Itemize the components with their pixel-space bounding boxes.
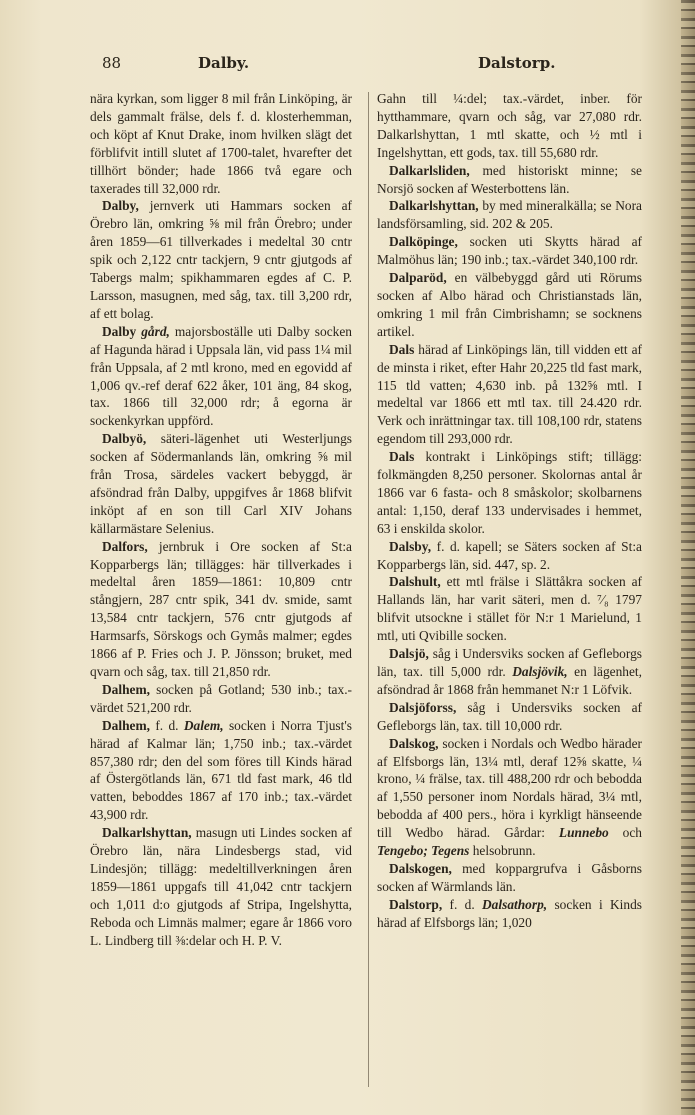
entry-text: jernverk uti Hammars socken af Örebro län, omkring ⅝ mil från Örebro; under åren 1859—61 tillverkades i medeltal 30 cntr spik och 2,122 cntr tackjern, 9 cntr gjutgods af Tabergs malm; spikhammaren egdes af C. P. Larsson, masugnen, med såg, tax. till 3,200 rdr, af ett bolag. (90, 198, 352, 321)
entry-text: såg i Undersviks socken af Gefleborgs län, tax. till 10,000 rdr. (377, 699, 642, 733)
entry-headword: Dalskogen, (389, 860, 452, 876)
entry-text: kontrakt i Linköpings stift; tillägg: folkmängden 8,250 personer. Skolornas antal år 1866 var 6 fasta- och 8 småskolor; skolbarnens antal: 1,150, deraf 133 undervisades i hemmet, 63 i enskilda skolor. (377, 449, 642, 536)
dictionary-entry (377, 860, 642, 896)
entry-text: med koppargrufva i Gåsborns socken af Wärmlands län. (377, 860, 642, 894)
left-text-column (90, 90, 352, 950)
entry-text: säteri-lägenhet uti Westerljungs socken af Södermanlands län, omkring ⅝ mil från Trosa, särdeles vackert bebyggd, är afsöndrad från Dalby, uppgifves år 1868 blifvit inköpt af en son till Carl XIV Johans källarmästare Selenius. (90, 431, 352, 536)
entry-headword: Dalsjö, (389, 646, 429, 662)
entry-text: en lägenhet, afsöndrad år 1868 från hemmanet N:r 1 Löfvik. (377, 664, 642, 697)
column-divider (368, 92, 369, 1087)
dictionary-entry (90, 681, 352, 717)
entry-headword: Dalsjöforss, (389, 699, 457, 715)
dictionary-entry (90, 717, 352, 824)
dictionary-entry (377, 269, 642, 341)
entry-headword: Dalskog, (389, 735, 439, 751)
dictionary-entry (90, 430, 352, 537)
entry-headword: Dals (389, 449, 415, 465)
dictionary-entry (90, 323, 352, 430)
entry-italic-name: Tengebo; Tegens (377, 843, 470, 859)
entry-text: Gahn till ¼:del; tax.-värdet, inber. för hytthammare, qvarn och såg, var 27,080 rdr. Dalkarlshyttan, 1 mtl skatte, och ½ mtl i Ingelshyttan, ett gods, tax. till 55,680 rdr. (377, 91, 642, 160)
entry-text: socken uti Skytts härad af Malmöhus län; 190 inb.; tax.-värdet 340,100 rdr. (377, 234, 642, 268)
entry-headword: Dalsby, (389, 538, 432, 554)
left-running-title: Dalby. (198, 54, 250, 72)
entry-headword: Dalfors, (102, 538, 148, 554)
dictionary-entry (377, 90, 642, 162)
entry-text: med historiskt minne; se Norsjö socken af Westerbottens län. (377, 162, 642, 196)
entry-headword: Dalparöd, (389, 270, 447, 286)
dictionary-entry (377, 162, 642, 198)
entry-text: f. d. (442, 896, 483, 912)
entry-headword: Dalby, (102, 198, 139, 214)
page-edge-shadow (681, 0, 695, 1115)
entry-text: f. d. kapell; se Säters socken af St:a Kopparbergs län, sid. 447, sp. 2. (377, 538, 642, 572)
entry-text: by med mineralkälla; se Nora landsförsamling, sid. 202 & 205. (377, 198, 642, 232)
entry-headword: Dalkarlshyttan, (389, 198, 479, 214)
dictionary-entry (377, 699, 642, 735)
entry-text: majorsboställe uti Dalby socken af Hagunda härad i Uppsala län, vid pass 1¼ mil från Uppsala, af 2 mtl krono, med en egovidd af 1,006 qv.-ref deraf 622 åker, 101 äng, 84 skog, tax. 1866 till 32,000 rdr; å egorna är sockenkyrkan uppförd. (90, 323, 352, 429)
dictionary-entry (90, 538, 352, 681)
entry-italic-name: Dalem, (183, 717, 224, 733)
entry-text: såg i Undersviks socken af Gefleborgs län, tax. till 5,000 rdr. (377, 646, 642, 679)
entry-text: ett mtl frälse i Slättåkra socken af Hallands län, har varit säteri, men d. ⁷⁄₈ 1797 blifvit utsockne i stället för N:r 1 Marielund, 1 mtl, uti Qvibille socken. (377, 574, 642, 644)
page-number: 88 (102, 54, 122, 72)
entry-text: jernbruk i Ore socken af St:a Kopparbergs län; tillägges: här tillverkades i medeltal åren 1859—1861: 10,809 cntr stångjern, 287 cntr spik, 341 dv. smide, samt 13,584 cntr tackjern, 576 cntr gjutgods af Harmsarfs, Sörskogs och Gymås malmer; egdes 1866 af P. Fries och J. P. Jönsson; bruket, med qvarn och såg, tax. till 21,850 rdr. (90, 538, 352, 679)
running-header (90, 54, 630, 78)
entry-headword: Dalshult, (389, 574, 441, 590)
dictionary-entry (377, 896, 642, 932)
entry-text: socken i Kinds härad af Elfsborgs län; 1,020 (377, 896, 642, 930)
dictionary-entry (377, 341, 642, 448)
entry-text: härad af Linköpings län, till vidden ett af de minsta i riket, efter Hahr 20,225 tld fast mark, 115 tld vatten; 4,630 inb. på 132⅝ mtl. I medeltal var 1866 ett mtl tax. till 24.420 rdr. Verk och inrättningar tax. till 108,100 rdr, statens egendom till 293,000 rdr. (377, 341, 642, 447)
entry-text: masugn uti Lindes socken af Örebro län, nära Lindesbergs stad, vid Lindesjön; tillägg: medeltillverkningen åren 1859—1861 uppgafs till 41,042 cntr tackjern och 1,011 d:o gjutgods af Stripa, Ingelshytta, Reboda och Limnäs malmer; egare år 1866 voro L. Lindberg till ⅜:delar och H. P. V. (90, 825, 352, 948)
dictionary-entry (377, 573, 642, 645)
dictionary-entry (90, 90, 352, 197)
entry-headword: Dalhem, (102, 681, 150, 697)
entry-headword: Dalstorp, (389, 896, 443, 912)
right-running-title: Dalstorp. (478, 54, 556, 72)
entry-text: socken på Gotland; 530 inb.; tax.-värdet 521,200 rdr. (90, 681, 352, 715)
dictionary-entry (377, 538, 642, 574)
right-text-column (377, 90, 642, 932)
entry-headword: Dals (389, 341, 415, 357)
entry-italic-name: Dalsjövik, (512, 664, 568, 679)
dictionary-entry (377, 233, 642, 269)
entry-text: socken i Norra Tjust's härad af Kalmar län; 1,750 inb.; tax.-värdet 857,380 rdr; den del som föres till Kinds härad af Östergötlands län, 671 tld fast mark, 46 tld vatten, beboddes 1867 af 170 inb.; tax.-värdet 43,900 rdr. (90, 717, 352, 823)
dictionary-entry (377, 197, 642, 233)
dictionary-entry (90, 197, 352, 322)
entry-headword: Dalkarlshyttan, (102, 825, 192, 841)
entry-headword: Dalkarlsliden, (389, 162, 470, 178)
dictionary-entry (90, 824, 352, 949)
entry-italic-name: Dalsathorp, (482, 896, 548, 912)
entry-headword: Dalbyö, (102, 431, 147, 447)
entry-headword: Dalköpinge, (389, 234, 458, 250)
entry-headword: Dalby (102, 323, 137, 339)
entry-text: en välbebyggd gård uti Rörums socken af Albo härad och Christianstads län, omkring 1 mil från Cimbrishamn; se socknens artikel. (377, 270, 642, 339)
entry-headword: Dalhem, (102, 717, 150, 733)
entry-text: helsobrunn. (469, 843, 536, 859)
entry-text: nära kyrkan, som ligger 8 mil från Linköping, är dels gammalt frälse, dels f. d. klosterhemman, och köpt af Knut Drake, inom hvilken slägt det förblifvit intill slutet af 1700-talet, hvarefter det tillhört bönder; hade 1866 två egare och taxerades till 32,000 rdr. (90, 91, 352, 196)
entry-text: f. d. (149, 717, 184, 733)
dictionary-entry (377, 645, 642, 699)
dictionary-entry (377, 735, 642, 860)
dictionary-entry (377, 448, 642, 538)
entry-headword-italic: gård, (136, 323, 170, 339)
entry-italic-name: Lunnebo (558, 825, 609, 841)
entry-text: socken i Nordals och Wedbo härader af Elfsborgs län, 13¼ mtl, deraf 12⅝ skatte, ¼ krono, ¼ frälse, tax. till 488,200 rdr och bebodda af 1,550 personer inom Nordals härad, 3¼ mtl, bebodda af 400 pers., höra i kyrkligt hänseende till Wedbo härad. Gårdar: (377, 735, 642, 841)
entry-text: och (608, 825, 643, 841)
